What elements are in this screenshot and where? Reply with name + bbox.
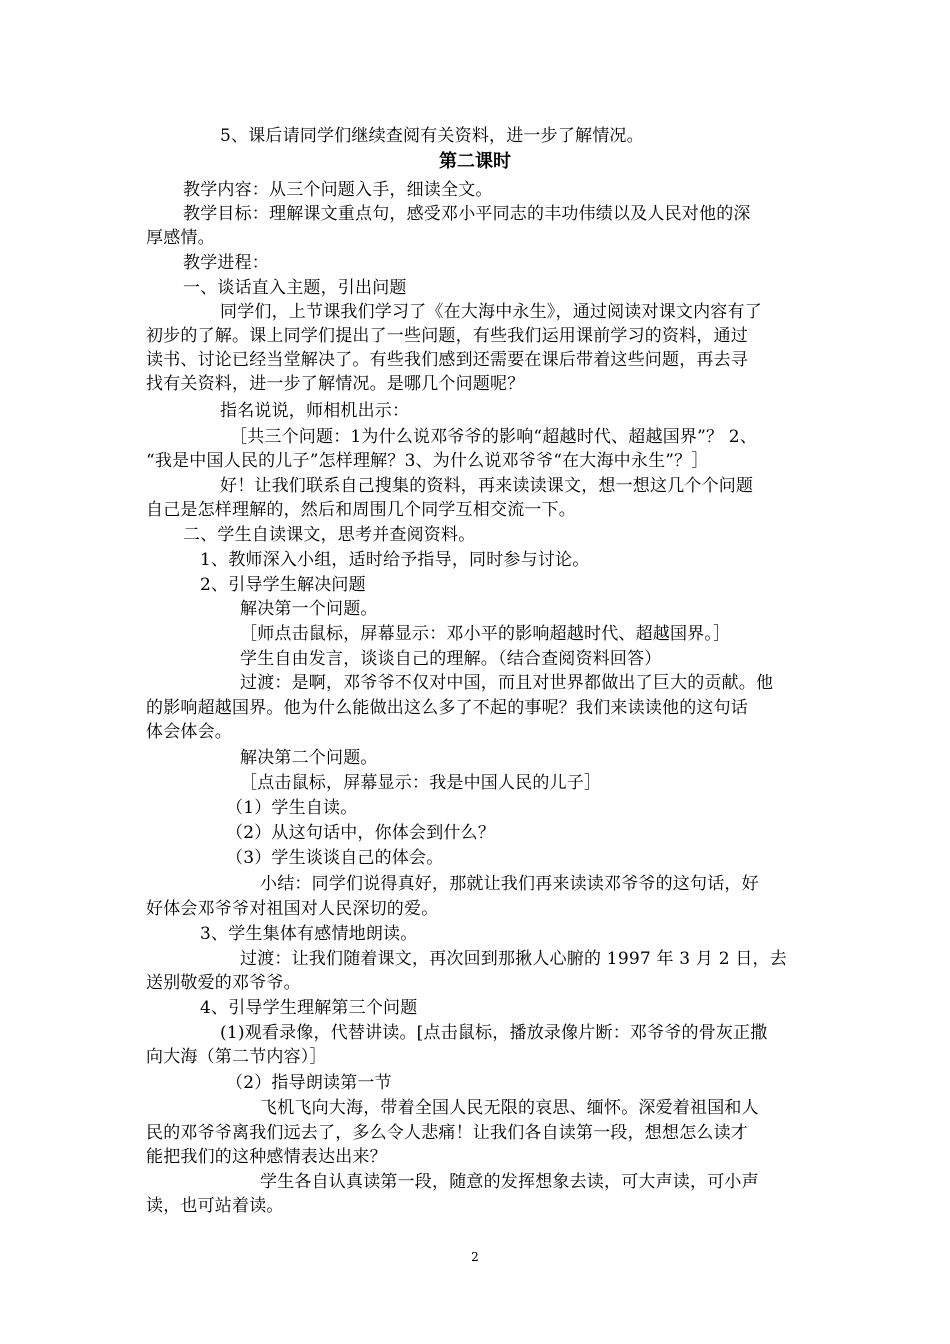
text-line: 民的邓爷爷离我们远去了，多么令人悲痛！让我们各自读第一段，想想怎么读才 — [146, 1123, 748, 1143]
text-line: 厚感情。 — [146, 228, 215, 248]
text-line: 能把我们的这种感情表达出来？ — [146, 1147, 387, 1167]
text-line: 体会体会。 — [146, 722, 232, 742]
text-line: 向大海（第二节内容）］ — [146, 1047, 327, 1067]
page-number: 2 — [471, 1250, 479, 1264]
text-line: 找有关资料，进一步了解情况。是哪几个问题呢？ — [146, 374, 525, 394]
text-line: 同学们，上节课我们学习了《在大海中永生》，通过阅读对课文内容有了 — [220, 302, 762, 322]
text-line: 过渡：是啊，邓爷爷不仅对中国，而且对世界都做出了巨大的贡献。他 — [240, 673, 774, 693]
text-line: 教学进程： — [183, 253, 269, 273]
text-line: (1)观看录像，代替讲读。[点击鼠标，播放录像片断：邓爷爷的骨灰正撒 — [220, 1023, 768, 1043]
text-line: ［点击鼠标，屏幕显示：我是中国人民的儿子］ — [240, 773, 602, 793]
text-line: 解决第一个问题。 — [240, 599, 378, 619]
text-line: 学生各自认真读第一段，随意的发挥想象去读，可大声读，可小声 — [260, 1172, 759, 1192]
text-line: 的影响超越国界。他为什么能做出这么多了不起的事呢？我们来读读他的这句话 — [146, 698, 748, 718]
text-line: 一、谈话直入主题，引出问题 — [183, 278, 407, 298]
text-line: 初步的了解。课上同学们提出了一些问题，有些我们运用课前学习的资料，通过 — [146, 326, 748, 346]
text-line: 过渡：让我们随着课文，再次回到那揪人心腑的 1997 年 3 月 2 日，去 — [240, 949, 787, 969]
text-line: 2、引导学生解决问题 — [200, 575, 366, 595]
text-line: 好体会邓爷爷对祖国对人民深切的爱。 — [146, 899, 439, 919]
text-line: （1）学生自读。 — [226, 798, 358, 818]
text-line: 送别敬爱的邓爷爷。 — [146, 973, 301, 993]
text-line: ［师点击鼠标，屏幕显示：邓小平的影响超越时代、超越国界。］ — [240, 624, 731, 644]
text-line: 4、引导学生理解第三个问题 — [200, 998, 418, 1018]
text-line: “我是中国人民的儿子”怎样理解？3、为什么说邓爷爷“在大海中永生”？］ — [146, 451, 709, 471]
text-line: 5、课后请同学们继续查阅有关资料，进一步了解情况。 — [220, 126, 644, 146]
text-line: 1、教师深入小组，适时给予指导，同时参与讨论。 — [200, 550, 590, 570]
text-line: 教学目标：理解课文重点句，感受邓小平同志的丰功伟绩以及人民对他的深 — [183, 204, 751, 224]
text-line: 指名说说，师相机出示： — [220, 401, 410, 421]
text-line: （3）学生谈谈自己的体会。 — [226, 848, 444, 868]
text-line: （2）从这句话中，你体会到什么？ — [226, 823, 496, 843]
section-title: 第二课时 — [439, 151, 511, 172]
text-line: 飞机飞向大海，带着全国人民无限的哀思、缅怀。深爱着祖国和人 — [260, 1098, 759, 1118]
text-line: 好！让我们联系自己搜集的资料，再来读读课文，想一想这几个个问题 — [220, 476, 754, 496]
text-line: 小结：同学们说得真好，那就让我们再来读读邓爷爷的这句话，好 — [260, 874, 759, 894]
text-line: 3、学生集体有感情地朗读。 — [200, 924, 418, 944]
text-line: 解决第二个问题。 — [240, 748, 378, 768]
text-line: 读，也可站着读。 — [146, 1196, 284, 1216]
text-line: 学生自由发言，谈谈自己的理解。（结合查阅资料回答） — [240, 649, 662, 669]
text-line: （2）指导朗读第一节 — [226, 1073, 392, 1093]
text-line: 二、学生自读课文，思考并查阅资料。 — [183, 525, 476, 545]
text-line: ［共三个问题：1为什么说邓爷爷的影响“超越时代、超越国界”？ 2、 — [230, 427, 758, 447]
text-line: 教学内容：从三个问题入手，细读全文。 — [183, 180, 493, 200]
text-line: 自己是怎样理解的，然后和周围几个同学互相交流一下。 — [146, 500, 576, 520]
text-line: 读书、讨论已经当堂解决了。有些我们感到还需要在课后带着这些问题，再去寻 — [146, 350, 748, 370]
